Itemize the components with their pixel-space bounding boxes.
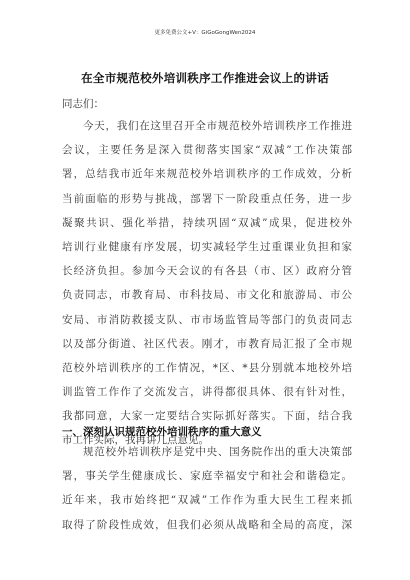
paragraph-line: 负责同志，市教育局、市科技局、市文化和旅游局、市公 — [62, 289, 352, 302]
paragraph-1 — [62, 114, 352, 453]
section-heading-1: 一、深刻认识规范校外培训秩序的重大意义 — [62, 426, 262, 438]
paragraph-line: 署，总结我市近年来规范校外培训秩序的工作成效，分析 — [62, 168, 352, 181]
paragraph-2 — [62, 440, 352, 537]
paragraph-line: 市工作实际，我再讲几点意见。 — [62, 434, 209, 447]
paragraph-line: 规范校外培训秩序是党中央、国务院作出的重大决策部 — [83, 446, 352, 458]
paragraph-line: 当前面临的形势与挑战，部署下一阶段重点任务，进一步 — [62, 192, 352, 205]
paragraph-line: 训监管工作作了交流发言，讲得都很具体、很有针对性， — [62, 386, 352, 399]
paragraph-line: 取得了阶段性成效，但我们必须从战略和全局的高度，深 — [62, 518, 352, 531]
paragraph-line: 近年来，我市始终把“双减”工作作为重大民生工程来抓 — [62, 494, 352, 507]
header-note: 更多免费公文+V：GiGoGongWen2024 — [154, 30, 256, 36]
paragraph-line: 安局、市消防救援支队、市市场监管局等部门的负责同志 — [62, 313, 352, 326]
paragraph-line: 以及部分街道、社区代表。刚才，市教育局汇报了全市规 — [62, 337, 352, 350]
document-title: 在全市规范校外培训秩序工作推进会议上的讲话 — [81, 71, 329, 85]
paragraph-line: 我都同意，大家一定要结合实际抓好落实。下面，结合我 — [62, 410, 352, 423]
paragraph-line: 今天，我们在这里召开全市规范校外培训秩序工作推进 — [83, 120, 352, 132]
paragraph-line: 会议，主要任务是深入贯彻落实国家“双减”工作决策部 — [62, 144, 352, 157]
paragraph-line: 凝聚共识、强化举措，持续巩固“双减”成果，促进校外 — [62, 216, 352, 229]
paragraph-line: 范校外培训秩序的工作情况，*区、*县分别就本地校外培 — [62, 361, 352, 374]
paragraph-line: 长经济负担。参加今天会议的有各县（市、区）政府分管 — [62, 265, 352, 278]
paragraph-line: 署，事关学生健康成长、家庭幸福安宁和社会和谐稳定。 — [62, 470, 352, 483]
salutation: 同志们： — [62, 98, 104, 110]
paragraph-line: 培训行业健康有序发展，切实减轻学生过重课业负担和家 — [62, 240, 352, 253]
